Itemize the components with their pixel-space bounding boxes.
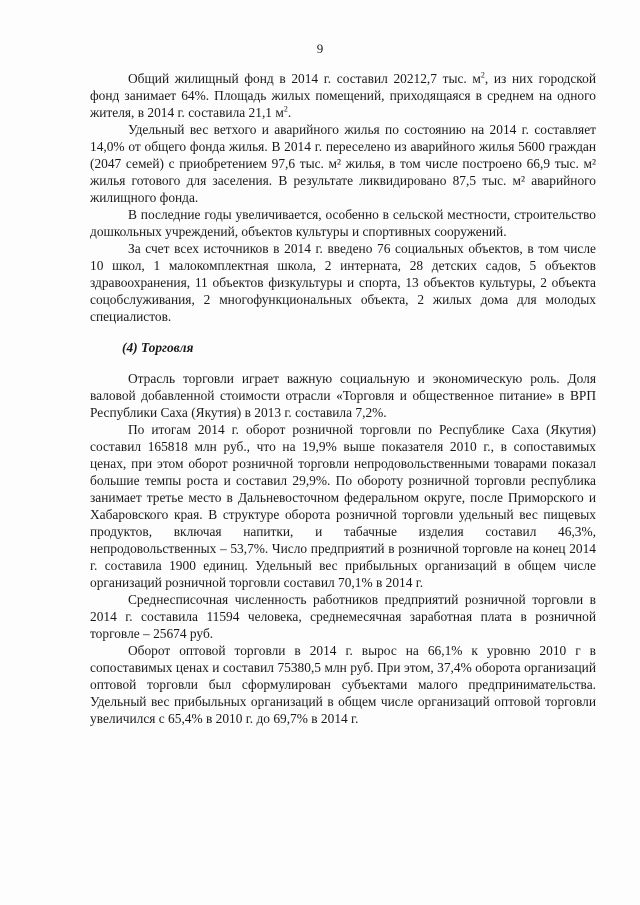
text-run: , из них городской фонд занимает 64%. Площадь жилых помещений, приходящаяся в среднем на одного жителя, в 2014 г. составила 21,1 м bbox=[90, 71, 596, 120]
paragraph-social-objects: За счет всех источников в 2014 г. введено 76 социальных объектов, в том числе 10 школ, 1 малокомплектная школа, 2 интерната, 28 детских садов, 5 объектов здравоохранения, 11 объектов физкультуры и спорта, 13 объектов культуры, 2 объекта соцобслуживания, 2 многофункциональных объекта, 2 жилых дома для молодых специалистов. bbox=[90, 241, 596, 324]
paragraph-construction: В последние годы увеличивается, особенно в сельской местности, строительство дошкольных учреждений, объектов культуры и спортивных сооружений. bbox=[90, 207, 596, 239]
document-body bbox=[90, 70, 596, 727]
section-heading-trade: (4) Торговля bbox=[122, 340, 194, 355]
text-run: Общий жилищный фонд в 2014 г. составил 20212,7 тыс. м bbox=[128, 71, 481, 86]
paragraph-trade-role: Отрасль торговли играет важную социальную и экономическую роль. Доля валовой добавленной стоимости отрасли «Торговля и общественное питание» в ВРП Республики Саха (Якутия) в 2013 г. составила 7,2%. bbox=[90, 371, 596, 420]
paragraph-housing-fund bbox=[90, 70, 596, 121]
paragraph-retail-turnover: По итогам 2014 г. оборот розничной торговли по Республике Саха (Якутия) составил 165818 млн руб., что на 19,9% выше показателя 2010 г., в сопоставимых ценах, при этом оборот розничной торговли непродовольственными товарами показал большие темпы роста и составил 29,9%. По обороту розничной торговли республика занимает третье место в Дальневосточном федеральном округе, после Приморского и Хабаровского края. В структуре оборота розничной торговли удельный вес пищевых продуктов, включая напитки, и табачные изделия составил 46,3%, непродовольственных – 53,7%. Число предприятий в розничной торговле на конец 2014 г. составила 1900 единиц. Удельный вес прибыльных организаций в общем числе организаций розничной торговли составил 70,1% в 2014 г. bbox=[90, 422, 596, 590]
paragraph-wholesale-turnover: Оборот оптовой торговли в 2014 г. вырос на 66,1% к уровню 2010 г в сопоставимых ценах и составил 75380,5 млн руб. При этом, 37,4% оборота организаций оптовой торговли был сформулирован субъектами малого предпринимательства. Удельный вес прибыльных организаций в общем числе организаций оптовой торговли увеличился с 65,4% в 2010 г. до 69,7% в 2014 г. bbox=[90, 643, 596, 726]
superscript: 2 bbox=[283, 104, 288, 114]
paragraph-dilapidated-housing: Удельный вес ветхого и аварийного жилья по состоянию на 2014 г. составляет 14,0% от общего фонда жилья. В 2014 г. переселено из аварийного жилья 5600 граждан (2047 семей) с приобретением 97,6 тыс. м² жилья, в том числе построено 66,9 тыс. м² жилья готового для заселения. В результате ликвидировано 87,5 тыс. м² аварийного жилищного фонда. bbox=[90, 122, 596, 205]
paragraph-retail-employees: Среднесписочная численность работников предприятий розничной торговли в 2014 г. составила 11594 человека, среднемесячная заработная плата в розничной торговле – 25674 руб. bbox=[90, 592, 596, 641]
page-number: 9 bbox=[316, 41, 324, 56]
text-run: . bbox=[287, 105, 292, 120]
superscript: 2 bbox=[480, 70, 485, 80]
